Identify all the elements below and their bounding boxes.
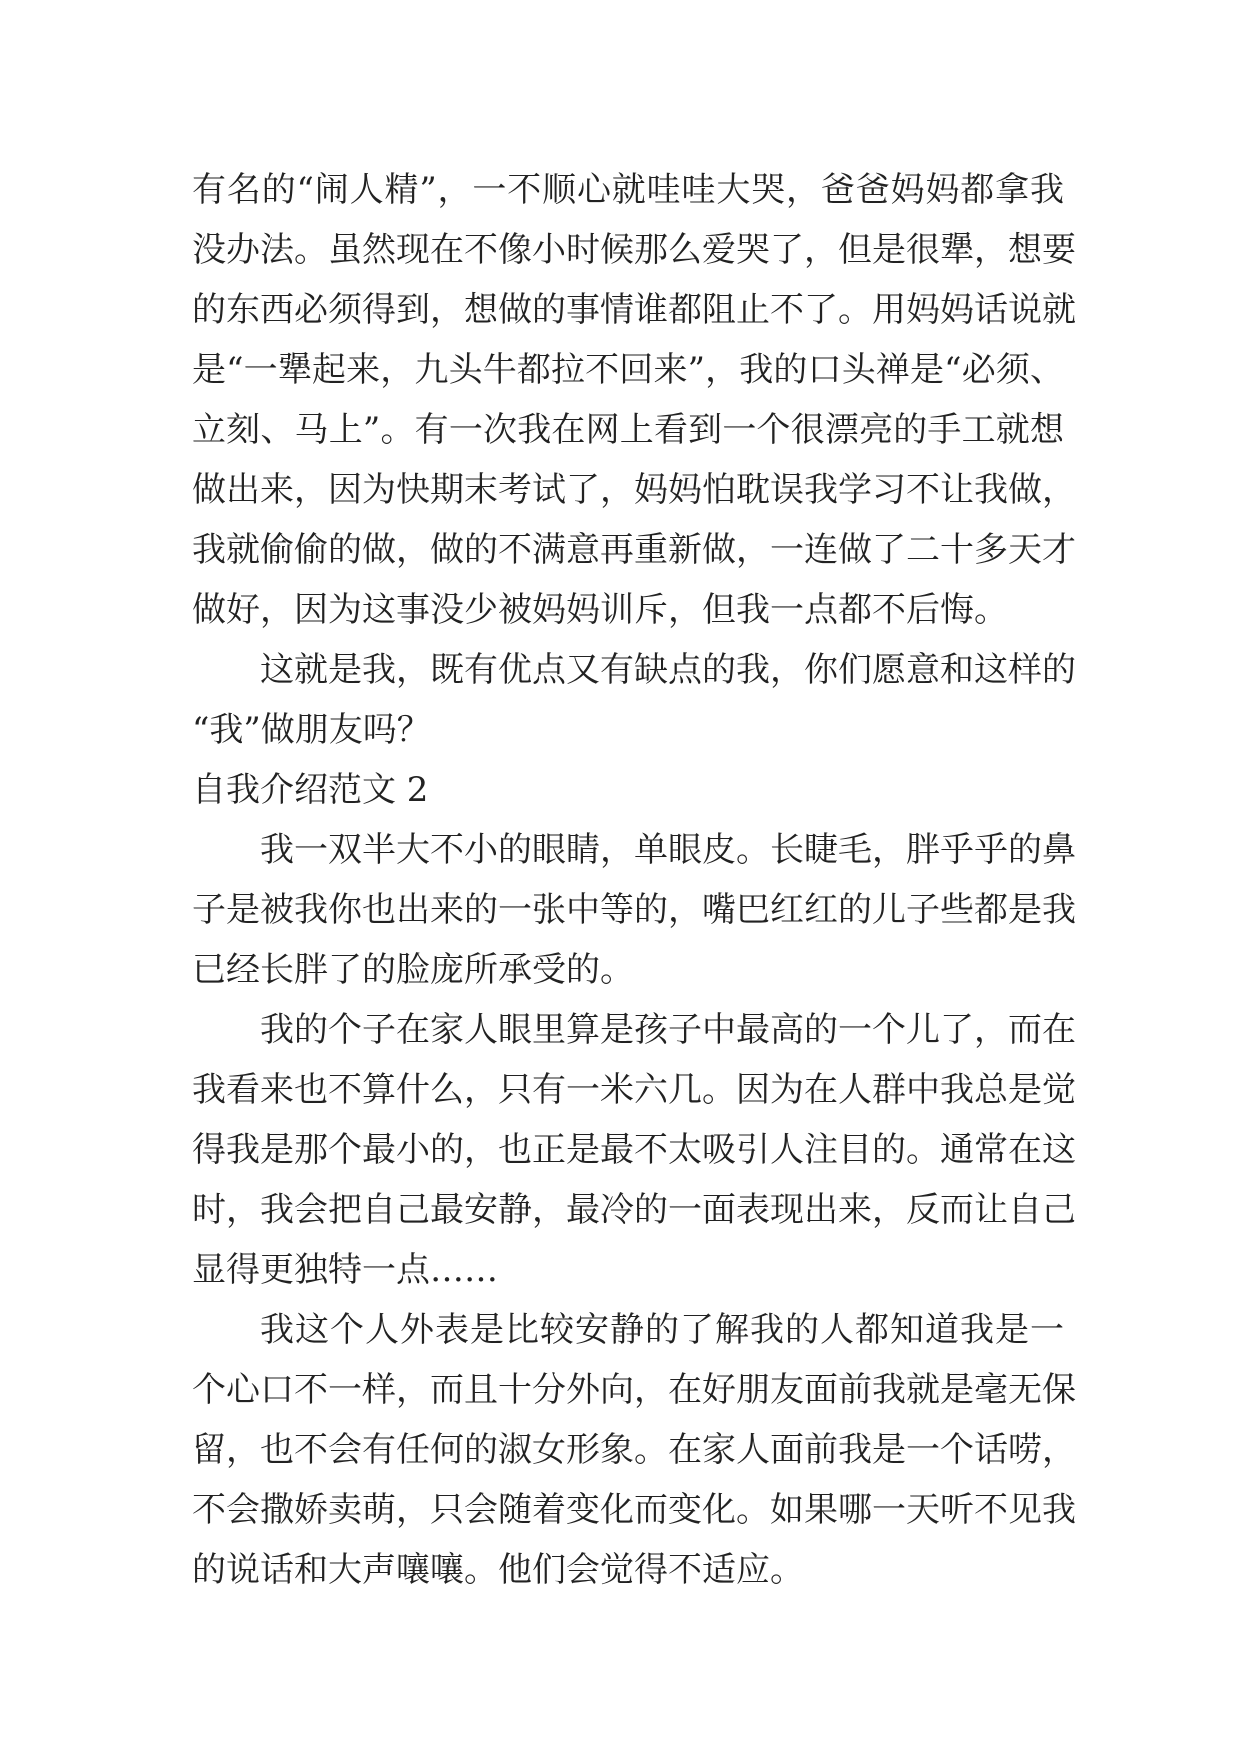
text-line: 得我是那个最小的，也正是最不太吸引人注目的。通常在这 <box>192 1130 1076 1170</box>
text-line: 的东西必须得到，想做的事情谁都阻止不了。用妈妈话说就 <box>192 290 1076 330</box>
text-line: 我的个子在家人眼里算是孩子中最高的一个儿了，而在 <box>260 1010 1076 1050</box>
text-line: 有名的“闹人精”，一不顺心就哇哇大哭，爸爸妈妈都拿我 <box>192 170 1064 210</box>
text-line: 我一双半大不小的眼睛，单眼皮。长睫毛，胖乎乎的鼻 <box>260 830 1076 870</box>
paragraph <box>192 1000 1076 1300</box>
text-line: 显得更独特一点…… <box>192 1250 498 1290</box>
text-line: 已经长胖了的脸庞所承受的。 <box>192 950 634 990</box>
text-line: 不会撒娇卖萌，只会随着变化而变化。如果哪一天听不见我 <box>192 1490 1076 1530</box>
text-line: 我就偷偷的做，做的不满意再重新做，一连做了二十多天才 <box>192 530 1076 570</box>
text-line: 我这个人外表是比较安静的了解我的人都知道我是一 <box>260 1310 1064 1350</box>
text-line: 我看来也不算什么，只有一米六几。因为在人群中我总是觉 <box>192 1070 1076 1110</box>
paragraph <box>192 640 1076 760</box>
text-line: 做好，因为这事没少被妈妈训斥，但我一点都不后悔。 <box>192 590 1008 630</box>
text-line: “我”做朋友吗？ <box>192 710 431 750</box>
text-line: 是“一犟起来，九头牛都拉不回来”，我的口头禅是“必须、 <box>192 350 1064 390</box>
text-line: 时，我会把自己最安静，最冷的一面表现出来，反而让自己 <box>192 1190 1076 1230</box>
section-heading: 自我介绍范文 2 <box>192 770 429 810</box>
text-line: 没办法。虽然现在不像小时候那么爱哭了，但是很犟，想要 <box>192 230 1076 270</box>
paragraph <box>192 1300 1076 1600</box>
paragraph <box>192 820 1076 1000</box>
text-line: 留，也不会有任何的淑女形象。在家人面前我是一个话唠， <box>192 1430 1076 1470</box>
text-line: 个心口不一样，而且十分外向，在好朋友面前我就是毫无保 <box>192 1370 1076 1410</box>
text-line: 这就是我，既有优点又有缺点的我，你们愿意和这样的 <box>260 650 1076 690</box>
text-line: 立刻、马上”。有一次我在网上看到一个很漂亮的手工就想 <box>192 410 1064 450</box>
paragraph <box>192 160 1076 640</box>
text-line: 做出来，因为快期末考试了，妈妈怕耽误我学习不让我做， <box>192 470 1076 510</box>
text-line: 子是被我你也出来的一张中等的，嘴巴红红的儿子些都是我 <box>192 890 1076 930</box>
text-line: 的说话和大声嚷嚷。他们会觉得不适应。 <box>192 1550 804 1590</box>
document-body <box>192 160 1076 1600</box>
